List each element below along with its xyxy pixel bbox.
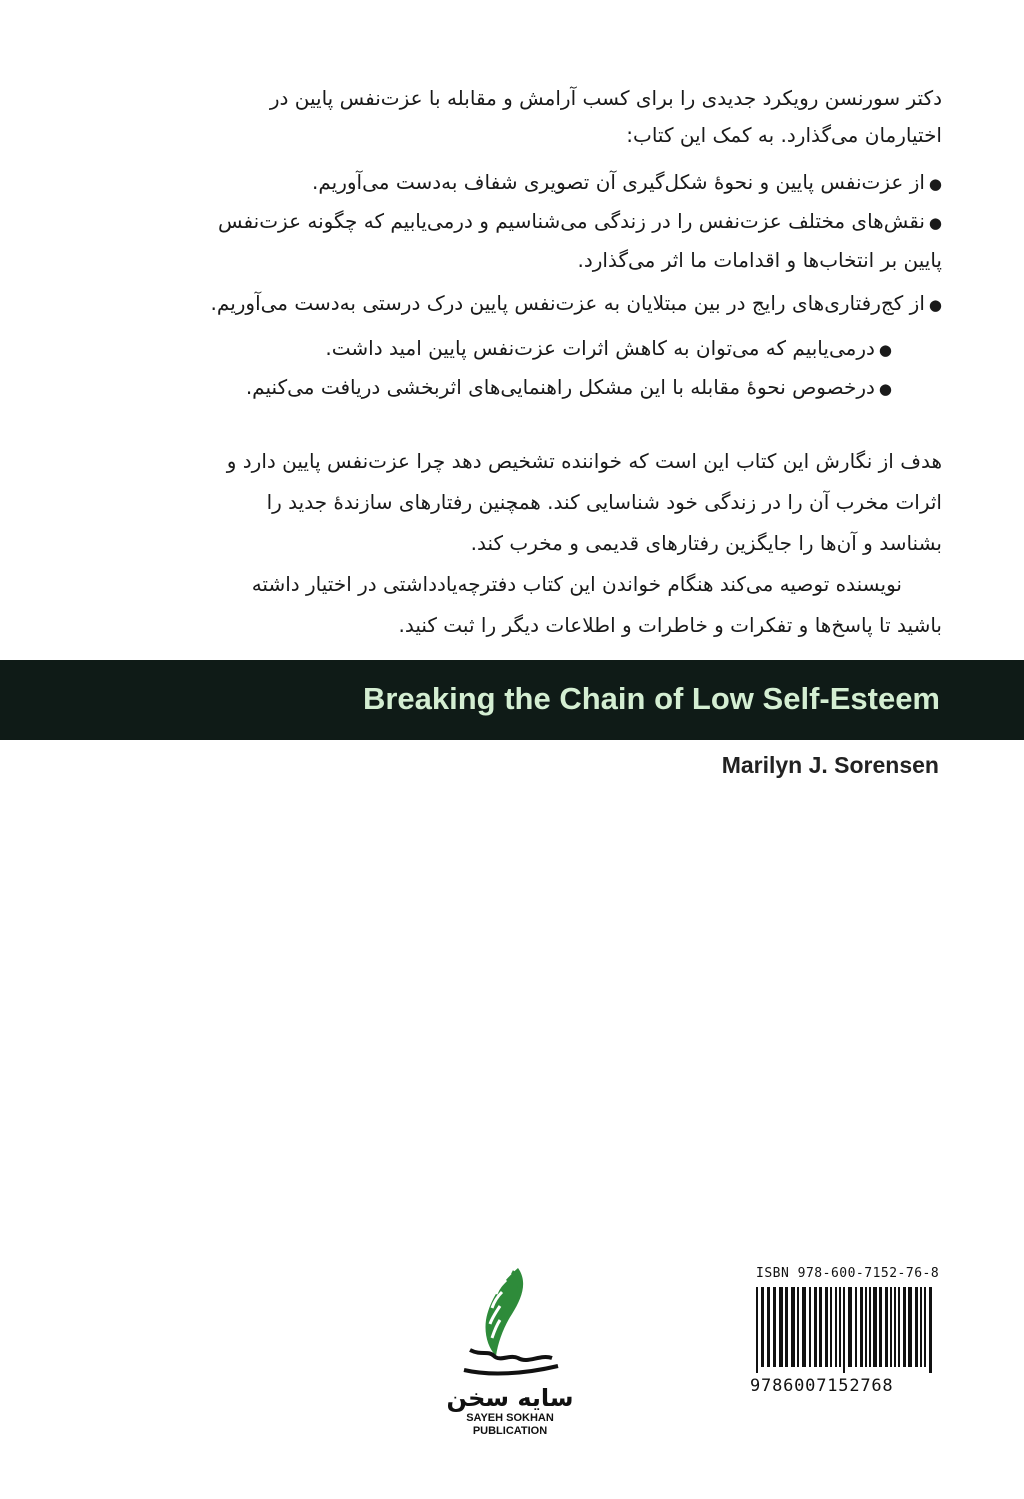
barcode-bar xyxy=(873,1287,877,1367)
barcode-bar xyxy=(814,1287,817,1367)
list-item: ●از عزت‌نفس پایین و نحوهٔ شکل‌گیری آن تصویری شفاف به‌دست می‌آوریم. xyxy=(311,170,942,194)
purpose-paragraphs xyxy=(205,441,942,646)
list-item: ●درخصوص نحوهٔ مقابله با این مشکل راهنمایی‌های اثربخشی دریافت می‌کنیم. xyxy=(245,375,892,399)
author-name: Marilyn J. Sorensen xyxy=(721,752,939,778)
barcode-bar xyxy=(825,1287,828,1367)
feather-pen-icon xyxy=(440,1258,580,1386)
barcode-bar xyxy=(839,1287,841,1367)
barcode-bar xyxy=(890,1287,892,1367)
isbn-label: ISBN 978-600-7152-76-8 xyxy=(756,1266,940,1281)
publisher-name-en: SAYEH SOKHAN PUBLICATION xyxy=(466,1412,554,1437)
intro-line-2: اختیارمان می‌گذارد. به کمک این کتاب: xyxy=(626,123,942,147)
title-band xyxy=(0,660,1024,740)
barcode-bar xyxy=(843,1287,845,1373)
barcode-bar xyxy=(855,1287,857,1367)
publisher-name-fa: سایه سخن xyxy=(446,1384,574,1412)
barcode-bar xyxy=(797,1287,799,1367)
list-item: ●از کج‌رفتاری‌های رایج در بین مبتلایان به عزت‌نفس پایین درک درستی به‌دست می‌آوریم. xyxy=(210,291,942,315)
barcode-bar xyxy=(908,1287,912,1367)
barcode-bar xyxy=(924,1287,926,1367)
bullet-icon: ● xyxy=(928,296,942,314)
barcode-bar xyxy=(879,1287,882,1367)
barcode-bar xyxy=(894,1287,896,1367)
barcode-bar xyxy=(903,1287,906,1367)
barcode-bar xyxy=(767,1287,770,1367)
barcode-bar xyxy=(865,1287,867,1367)
barcode-bar xyxy=(761,1287,764,1367)
isbn-block xyxy=(750,1266,940,1396)
barcode-bar xyxy=(802,1287,806,1367)
barcode-bar xyxy=(885,1287,888,1367)
barcode-bar xyxy=(756,1287,758,1373)
barcode-bar xyxy=(869,1287,871,1367)
barcode-bar xyxy=(860,1287,863,1367)
publisher-logo xyxy=(440,1258,580,1438)
barcode-bar xyxy=(779,1287,783,1367)
recommendation-paragraph: نویسنده توصیه می‌کند هنگام خواندن این کتاب دفترچه‌یادداشتی در اختیار داشته باشید تا پاسخ‌ها و تفکرات و خاطرات و اطلاعات دیگر را ثبت کنید. xyxy=(251,572,942,637)
bullet-icon: ● xyxy=(928,214,942,232)
intro-line-1: دکتر سورنسن رویکرد جدیدی را برای کسب آرامش و مقابله با عزت‌نفس پایین در xyxy=(269,86,942,110)
barcode-bar xyxy=(819,1287,822,1367)
barcode-bar xyxy=(809,1287,811,1367)
barcode-bar xyxy=(773,1287,776,1367)
english-title: Breaking the Chain of Low Self-Esteem xyxy=(362,681,940,716)
barcode-bar xyxy=(929,1287,932,1373)
barcode-bar xyxy=(898,1287,900,1367)
purpose-paragraph: هدف از نگارش این کتاب این است که خواننده تشخیص دهد چرا عزت‌نفس پایین دارد و اثرات مخرب آن را در زندگی خود شناسایی کند. همچنین رفتارهای سازندهٔ جدید را بشناسد و آن‌ها را جایگزین رفتارهای قدیمی و مخرب کند. xyxy=(226,449,942,555)
barcode-bar xyxy=(920,1287,922,1367)
barcode-bar xyxy=(835,1287,837,1367)
bullet-icon: ● xyxy=(928,175,942,193)
barcode xyxy=(750,1287,940,1373)
barcode-bar xyxy=(830,1287,832,1367)
bullet-icon: ● xyxy=(878,380,892,398)
description-intro xyxy=(205,80,942,154)
bullet-icon: ● xyxy=(878,341,892,359)
list-item: ●درمی‌یابیم که می‌توان به کاهش اثرات عزت‌نفس پایین امید داشت. xyxy=(325,336,892,360)
benefit-list xyxy=(205,164,942,408)
isbn-digits: 9786007152768 xyxy=(750,1376,894,1396)
barcode-bar xyxy=(791,1287,795,1367)
barcode-bar xyxy=(915,1287,918,1367)
list-item: ●نقش‌های مختلف عزت‌نفس را در زندگی می‌شناسیم و درمی‌یابیم که چگونه عزت‌نفس پایین بر انتخاب‌ها و اقدامات ما اثر می‌گذارد. xyxy=(218,209,942,272)
barcode-bar xyxy=(785,1287,788,1367)
barcode-bar xyxy=(848,1287,852,1367)
